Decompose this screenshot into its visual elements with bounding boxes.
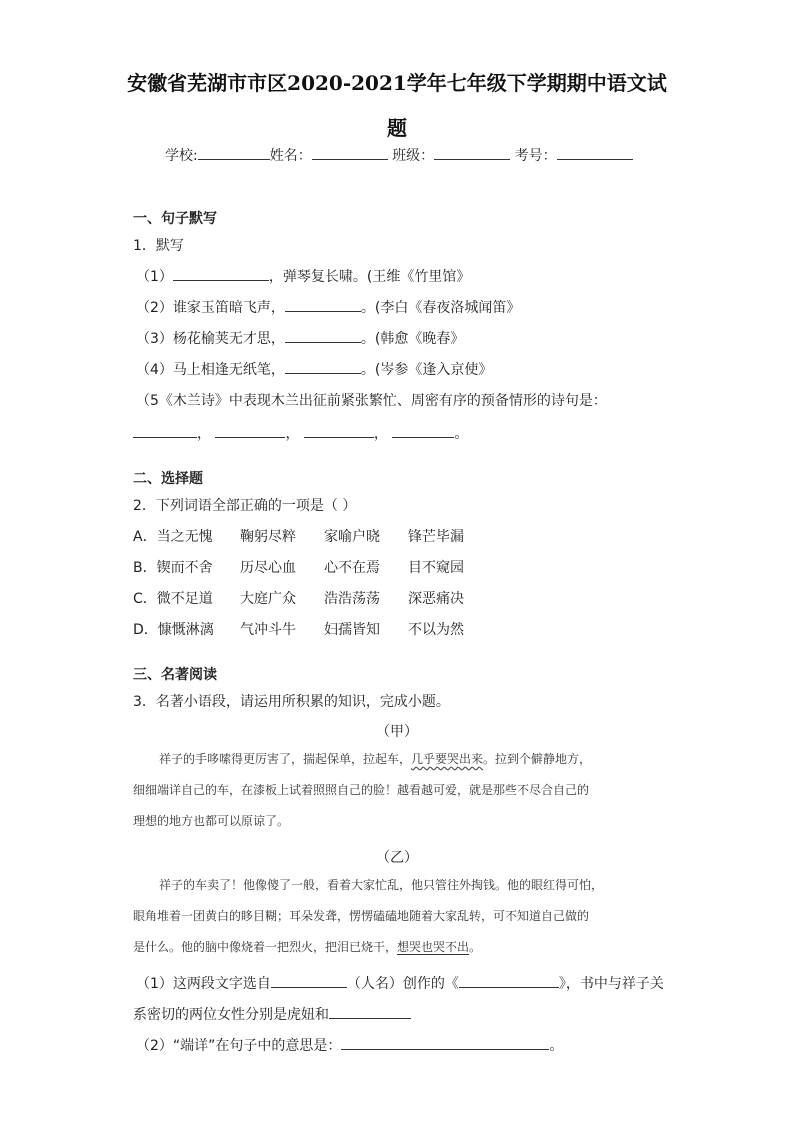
- name-label: 姓名：: [269, 148, 312, 164]
- q1-label: 1．默写: [133, 238, 184, 254]
- section3-heading: 三、名著阅读: [133, 667, 217, 683]
- q1-item-5: （5《木兰诗》中表现木兰出征前紧张繁忙、周密有序的预备情形的诗句是：: [136, 393, 607, 409]
- class-blank[interactable]: [434, 145, 510, 160]
- q3-stem: 3．名著小语段，请运用所积累的知识，完成小题。: [133, 694, 450, 710]
- q1-item-1-blank[interactable]: [173, 266, 269, 281]
- q1-item-5-blanks: ， ， ， 。: [133, 423, 468, 443]
- underlined-phrase: 想哭也哭不出: [397, 940, 470, 954]
- q3-sub1-line1: （1）这两段文字选自 （人名）创作的《 》，书中与祥子关: [136, 973, 664, 993]
- q2-option-a[interactable]: A．当之无愧 鞠躬尽粹 家喻户晓 锋芒毕漏: [133, 529, 464, 545]
- passage-yi: 祥子的车卖了！他像傻了一般，看着大家忙乱，他只管往外掏钱。他的眼红得可怕， 眼角堆着一团黄白的眵目糊；耳朵发聋，愣愣磕磕地随着大家乱转，可不知道自己做的 是什么。他的脑中像烧着一把烈火，把泪已烧干，想哭也哭不出。: [133, 878, 604, 954]
- q1-item-2: （2）谁家玉笛暗飞声， 。(李白《春夜洛城闻笛》: [136, 297, 520, 317]
- student-info-row: [165, 145, 633, 165]
- section2-heading: 二、选择题: [133, 471, 203, 487]
- q2-option-d[interactable]: D．慷慨淋漓 气冲斗牛 妇孺皆知 不以为然: [133, 622, 464, 638]
- q1-item-2-blank[interactable]: [285, 297, 361, 312]
- q3-sub1-line2: 系密切的两位女性分别是虎妞和: [133, 1004, 411, 1024]
- passage-yi-label: （乙）: [376, 850, 418, 866]
- name-blank[interactable]: [312, 145, 388, 160]
- exam-no-blank[interactable]: [557, 145, 633, 160]
- school-label: 学校:: [165, 148, 198, 164]
- q1-item-5-blank-1[interactable]: [133, 423, 197, 438]
- q2-stem: 2．下列词语全部正确的一项是（ ）: [133, 498, 357, 514]
- author-blank[interactable]: [271, 973, 347, 988]
- exam-title-line1: 安徽省芜湖市市区2020-2021学年七年级下学期期中语文试: [127, 71, 667, 95]
- female-character-blank[interactable]: [329, 1004, 411, 1019]
- q3-sub2: （2）“端详”在句子中的意思是： 。: [136, 1035, 563, 1055]
- school-blank[interactable]: [198, 145, 270, 160]
- q1-item-1: （1） ，弹琴复长啸。(王维《竹里馆》: [136, 266, 470, 286]
- q2-option-b[interactable]: B．锲而不舍 历尽心血 心不在焉 目不窥园: [133, 560, 464, 576]
- q1-item-4: （4）马上相逢无纸笔， 。(岑参《逢入京使》: [136, 359, 492, 379]
- exam-title-line2: 题: [387, 116, 407, 140]
- q1-item-5-blank-3[interactable]: [304, 423, 374, 438]
- duanxiang-meaning-blank[interactable]: [341, 1035, 549, 1050]
- q1-item-5-blank-2[interactable]: [215, 423, 285, 438]
- passage-jia: 祥子的手哆嗦得更厉害了，揣起保单，拉起车，几乎要哭出来。拉到个僻静地方， 细细端详自己的车，在漆板上试着照照自己的脸！越看越可爱，就是那些不尽合自己的 理想的地方也都可以原谅了。: [133, 752, 592, 828]
- exam-no-label: 考号：: [514, 148, 557, 164]
- section1-heading: 一、句子默写: [133, 211, 217, 227]
- class-label: 班级：: [392, 148, 435, 164]
- q1-item-5-blank-4[interactable]: [392, 423, 454, 438]
- q2-option-c[interactable]: C．微不足道 大庭广众 浩浩荡荡 深恶痛决: [133, 591, 464, 607]
- passage-jia-label: （甲）: [376, 724, 418, 740]
- wavy-underline-phrase: 几乎要哭出来: [411, 752, 484, 766]
- q1-item-4-blank[interactable]: [285, 359, 361, 374]
- q1-item-3: （3）杨花榆荚无才思， 。(韩愈《晚春》: [136, 328, 464, 348]
- book-title-blank[interactable]: [459, 973, 559, 988]
- q1-item-3-blank[interactable]: [285, 328, 361, 343]
